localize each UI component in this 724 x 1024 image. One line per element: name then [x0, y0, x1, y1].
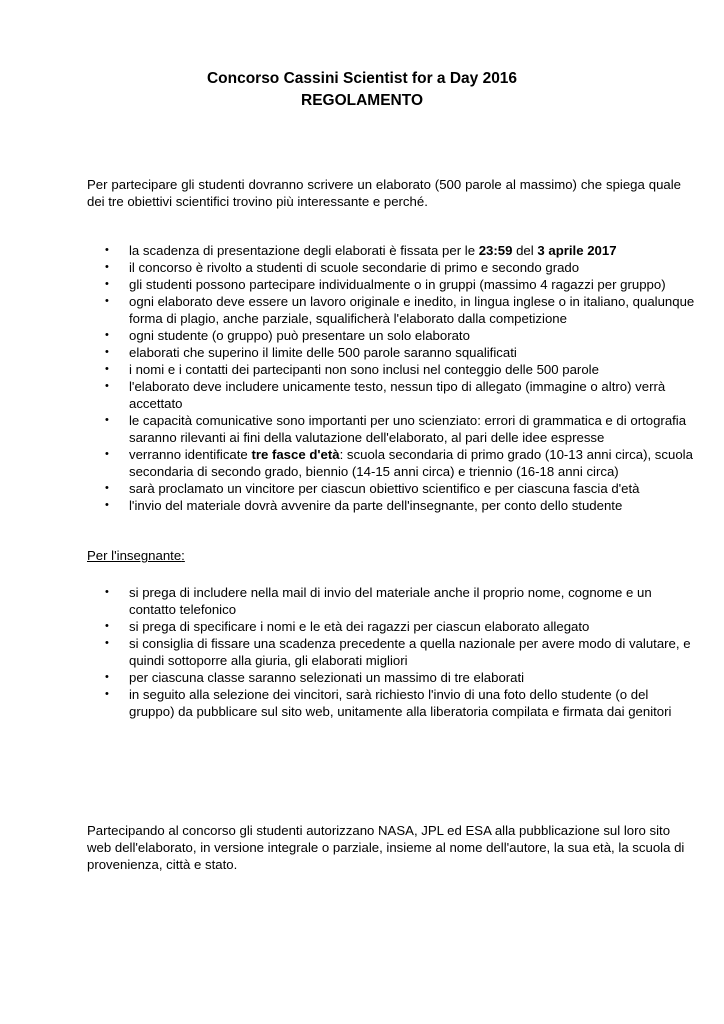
closing-paragraph: Partecipando al concorso gli studenti autorizzano NASA, JPL ed ESA alla pubblicazione sul loro sito web dell'elaborato, in versione integrale o parziale, insieme al nome dell'autore, la sua età, la scuola di provenienza, città e stato.: [87, 823, 685, 872]
bullet-icon: •: [105, 620, 109, 632]
bullet-icon: •: [105, 448, 109, 460]
bullet-icon: •: [105, 414, 109, 426]
bullet-icon: •: [105, 278, 109, 290]
rule-text: elaborati che superino il limite delle 500 parole saranno squalificati: [129, 345, 517, 360]
teacher-item: [105, 669, 695, 686]
teacher-item: [105, 635, 695, 669]
teacher-section-heading: [87, 547, 185, 564]
rule-text: verranno identificate: [129, 447, 252, 462]
teacher-item-text: per ciascuna classe saranno selezionati un massimo di tre elaborati: [129, 670, 525, 685]
title-line-1: Concorso Cassini Scientist for a Day 2016: [206, 70, 518, 87]
bullet-icon: •: [105, 671, 109, 683]
rule-item: [105, 497, 695, 514]
teacher-item-text: si prega di specificare i nomi e le età dei ragazzi per ciascun elaborato allegato: [129, 619, 590, 634]
bullet-icon: •: [105, 586, 109, 598]
bullet-icon: •: [105, 499, 109, 511]
rule-item: [105, 412, 695, 446]
bullet-icon: •: [105, 363, 109, 375]
rule-text: il concorso è rivolto a studenti di scuole secondarie di primo e secondo grado: [129, 260, 580, 275]
bullet-icon: •: [105, 346, 109, 358]
rule-item: [105, 361, 695, 378]
rule-item: [105, 259, 695, 276]
rule-text: ogni elaborato deve essere un lavoro originale e inedito, in lingua inglese o in italiano, qualunque forma di plagio, anche parziale, squalificherà l'elaborato dalla competizione: [129, 294, 695, 326]
rule-text: : scuola secondaria di primo grado (10-13 anni circa), scuola secondaria di secondo grado, biennio (14-15 anni circa) e triennio (16-18 anni circa): [129, 447, 693, 479]
bullet-icon: •: [105, 637, 109, 649]
document-title: [0, 68, 724, 112]
teacher-item: [105, 686, 695, 720]
rule-item: [105, 344, 695, 361]
title-line-2: REGOLAMENTO: [301, 92, 423, 109]
bullet-icon: •: [105, 380, 109, 392]
teacher-item-text: si prega di includere nella mail di invio del materiale anche il proprio nome, cognome e un contatto telefonico: [129, 585, 652, 617]
rule-text: le capacità comunicative sono importanti per uno scienziato: errori di grammatica e di ortografia saranno rilevanti ai fini della valutazione dell'elaborato, al pari delle idee espresse: [129, 413, 687, 445]
teacher-heading-colon: :: [181, 548, 185, 563]
deadline-date: 3 aprile 2017: [537, 243, 617, 258]
rule-item: [105, 327, 695, 344]
rule-text: la scadenza di presentazione degli elaborati è fissata per le: [129, 243, 479, 258]
rule-text: sarà proclamato un vincitore per ciascun obiettivo scientifico e per ciascuna fascia d'età: [129, 481, 640, 496]
rule-text: l'invio del materiale dovrà avvenire da parte dell'insegnante, per conto dello studente: [129, 498, 623, 513]
rule-text: gli studenti possono partecipare individualmente o in gruppi (massimo 4 ragazzi per gruppo): [129, 277, 666, 292]
rule-item: [105, 242, 695, 259]
rule-item: [105, 378, 695, 412]
rule-item: [105, 293, 695, 327]
rule-text: i nomi e i contatti dei partecipanti non sono inclusi nel conteggio delle 500 parole: [129, 362, 599, 377]
bullet-icon: •: [105, 329, 109, 341]
rule-text: ogni studente (o gruppo) può presentare un solo elaborato: [129, 328, 470, 343]
rule-item: [105, 480, 695, 497]
rule-item: [105, 446, 695, 480]
age-bands-label: tre fasce d'età: [251, 447, 340, 462]
bullet-icon: •: [105, 482, 109, 494]
intro-paragraph: Per partecipare gli studenti dovranno scrivere un elaborato (500 parole al massimo) che spiega quale dei tre obiettivi scientifici trovino più interessante e perché.: [87, 177, 681, 209]
bullet-icon: •: [105, 244, 109, 256]
teacher-item: [105, 618, 695, 635]
deadline-time: 23:59: [478, 243, 513, 258]
teacher-heading-text: Per l'insegnante: [87, 548, 182, 563]
bullet-icon: •: [105, 261, 109, 273]
teacher-item-text: si consiglia di fissare una scadenza precedente a quella nazionale per avere modo di valutare, e quindi sottoporre alla giuria, gli elaborati migliori: [129, 636, 691, 668]
teacher-list: [105, 584, 695, 720]
teacher-item-text: in seguito alla selezione dei vincitori, sarà richiesto l'invio di una foto dello studente (o del gruppo) da pubblicare sul sito web, unitamente alla liberatoria compilata e firmata dai genitori: [129, 687, 672, 719]
rule-text: del: [512, 243, 538, 258]
rules-list: [105, 242, 695, 514]
rule-item: [105, 276, 695, 293]
teacher-item: [105, 584, 695, 618]
bullet-icon: •: [105, 295, 109, 307]
bullet-icon: •: [105, 688, 109, 700]
rule-text: l'elaborato deve includere unicamente testo, nessun tipo di allegato (immagine o altro) verrà accettato: [129, 379, 666, 411]
